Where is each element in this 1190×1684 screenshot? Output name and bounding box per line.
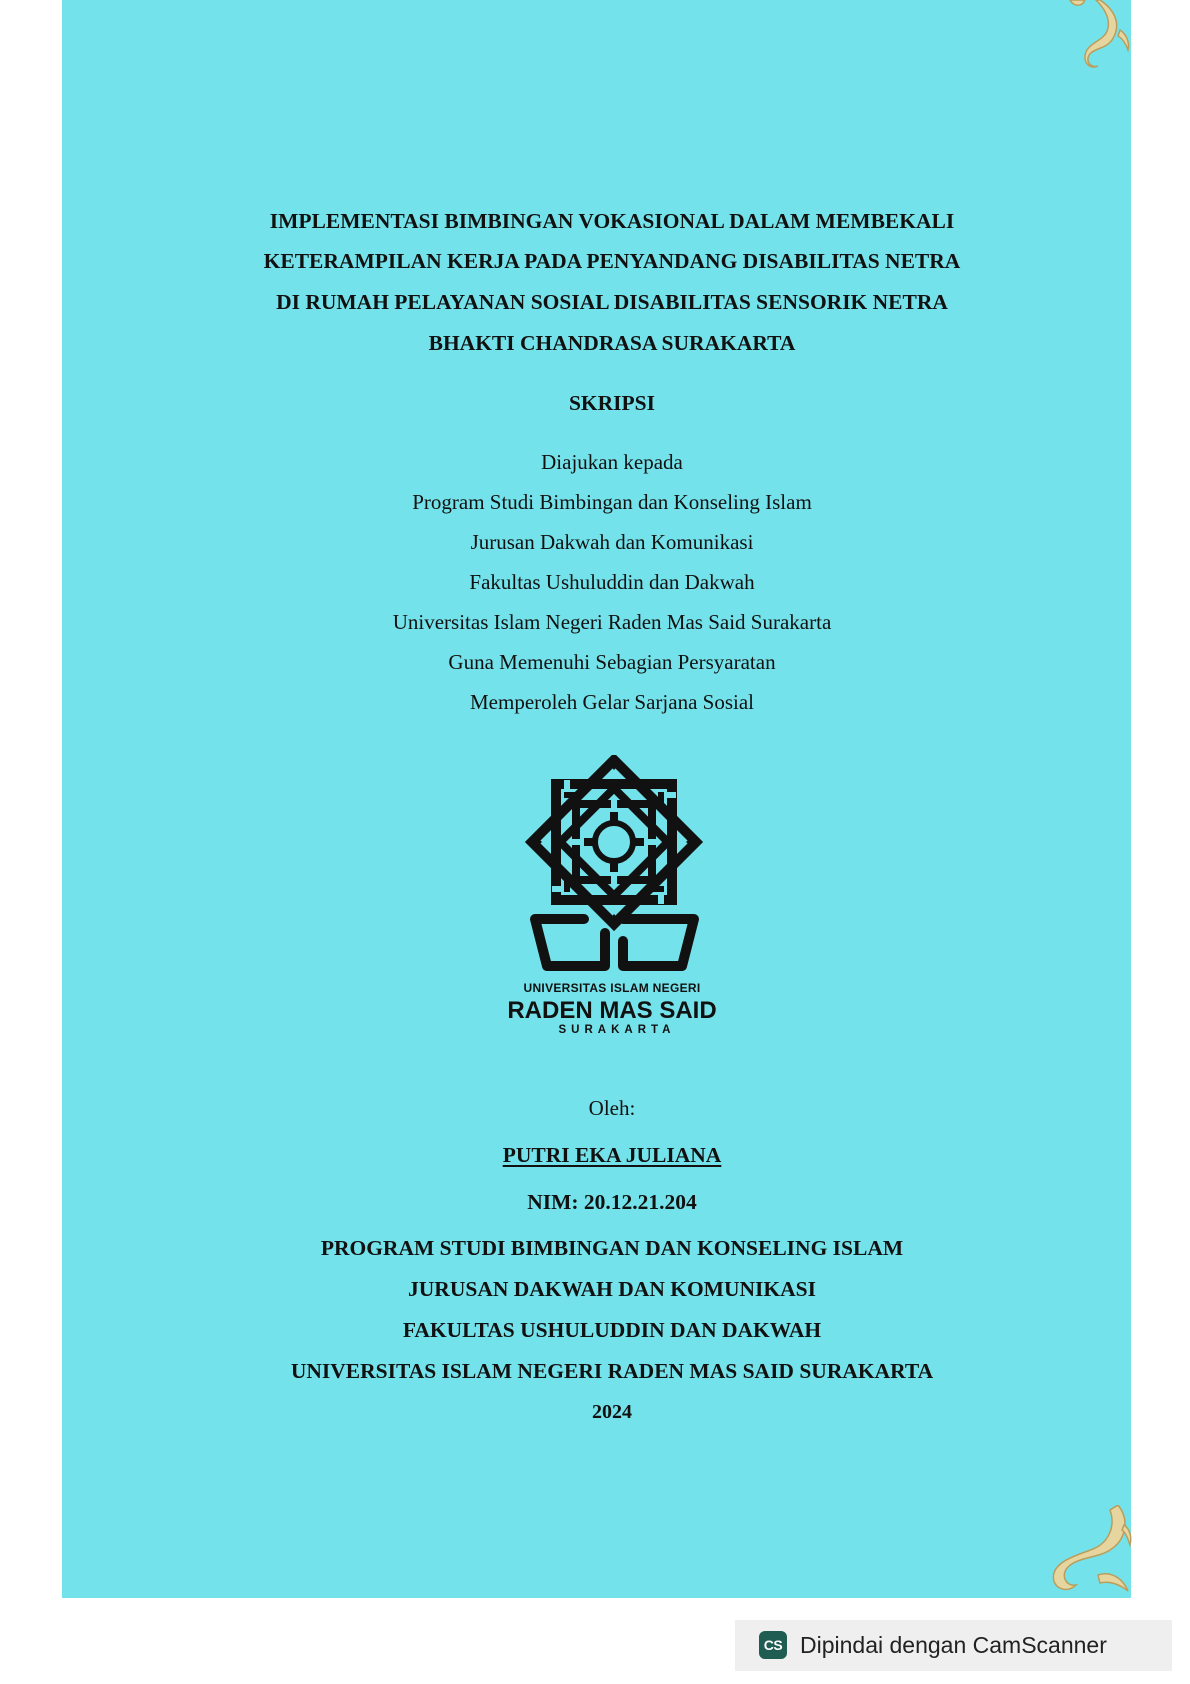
thesis-title-line-4: BHAKTI CHANDRASA SURAKARTA	[428, 331, 796, 355]
thesis-title-line-3: DI RUMAH PELAYANAN SOSIAL DISABILITAS SENSORIK NETRA	[276, 290, 948, 314]
institution-line-3: FAKULTAS USHULUDDIN DAN DAKWAH	[402, 1318, 822, 1342]
submission-line-3: Jurusan Dakwah dan Komunikasi	[470, 530, 754, 554]
submission-line-7: Memperoleh Gelar Sarjana Sosial	[470, 690, 754, 714]
thesis-title-line-1: IMPLEMENTASI BIMBINGAN VOKASIONAL DALAM MEMBEKALI	[269, 209, 955, 233]
document-type: SKRIPSI	[568, 391, 656, 415]
student-id: NIM: 20.12.21.204	[527, 1190, 697, 1214]
thesis-title-line-2: KETERAMPILAN KERJA PADA PENYANDANG DISABILITAS NETRA	[263, 249, 961, 273]
camscanner-watermark-text: Dipindai dengan CamScanner	[800, 1632, 1107, 1658]
institution-line-4: UNIVERSITAS ISLAM NEGERI RADEN MAS SAID SURAKARTA	[290, 1359, 934, 1383]
submission-line-6: Guna Memenuhi Sebagian Persyaratan	[448, 650, 776, 674]
institution-line-1: PROGRAM STUDI BIMBINGAN DAN KONSELING ISLAM	[320, 1236, 904, 1260]
by-label: Oleh:	[588, 1096, 636, 1120]
institution-line-2: JURUSAN DAKWAH DAN KOMUNIKASI	[408, 1277, 816, 1301]
gold-corner-ornament-bottom	[1048, 1505, 1132, 1600]
author-name	[112, 1142, 1112, 1168]
year: 2024	[592, 1401, 632, 1423]
author-name-text: PUTRI EKA JULIANA	[502, 1143, 722, 1167]
camscanner-watermark	[735, 1620, 1172, 1671]
logo-text-university: UNIVERSITAS ISLAM NEGERI	[523, 981, 701, 995]
camscanner-icon: CS	[759, 1631, 787, 1659]
submission-line-5: Universitas Islam Negeri Raden Mas Said Surakarta	[392, 610, 832, 634]
submission-line-2: Program Studi Bimbingan dan Konseling Islam	[412, 490, 812, 514]
university-logo-emblem	[514, 755, 714, 980]
logo-text-name: RADEN MAS SAID	[507, 997, 717, 1024]
submission-line-1: Diajukan kepada	[541, 450, 683, 474]
star-emblem	[526, 755, 702, 930]
logo-text-city: SURAKARTA	[558, 1024, 676, 1036]
gold-corner-ornament-top	[1060, 0, 1132, 70]
submission-line-4: Fakultas Ushuluddin dan Dakwah	[469, 570, 755, 594]
